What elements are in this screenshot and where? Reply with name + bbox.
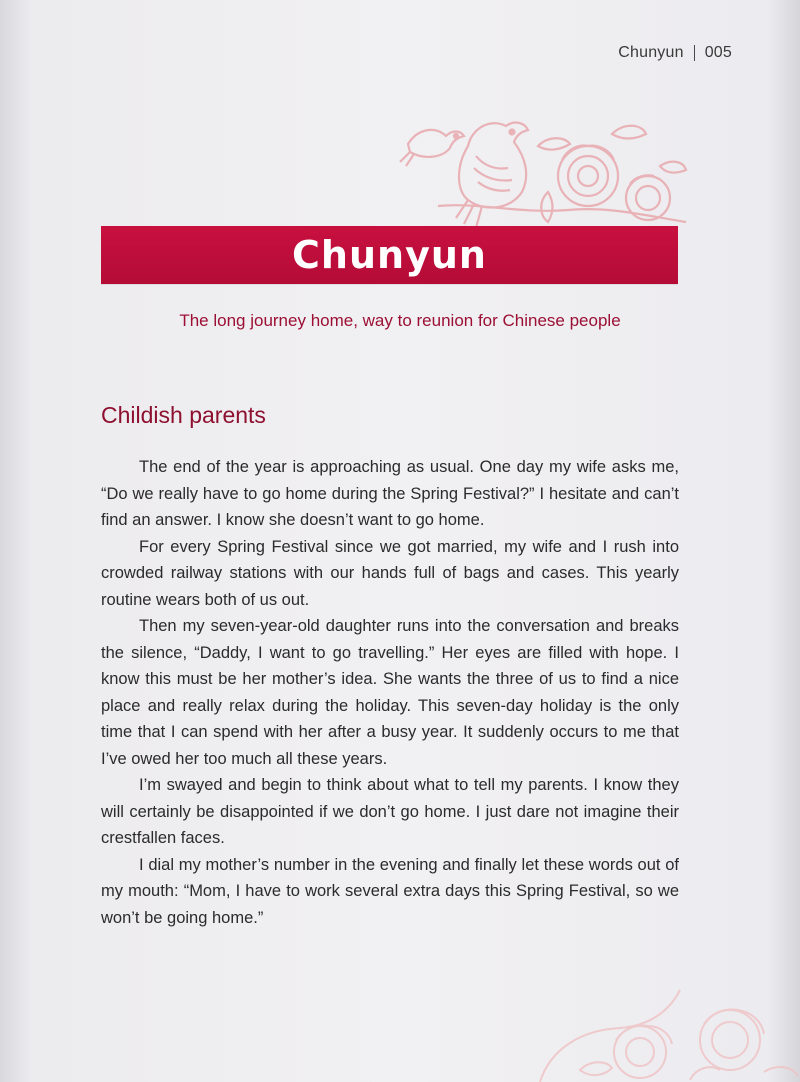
chapter-subtitle: The long journey home, way to reunion for Chinese people: [179, 311, 621, 330]
paragraph: The end of the year is approaching as usual. One day my wife asks me, “Do we really have to go home during the Spring Festival?” I hesitate and can’t find an answer. I know she doesn’t want to go home.: [101, 458, 679, 529]
chapter-title: Chunyun: [292, 233, 487, 277]
header-divider: [694, 45, 695, 61]
paragraph: I dial my mother’s number in the evening and finally let these words out of my mouth: “Mom, I have to work several extra days this Spring Festival, so we won’t be going home.”: [101, 855, 679, 927]
running-header: [618, 44, 732, 62]
chapter-title-banner: [101, 226, 678, 284]
paragraph: I’m swayed and begin to think about what to tell my parents. I know they will certainly be disappointed if we don’t go home. I just dare not imagine their crestfallen faces.: [101, 776, 679, 847]
header-chapter: Chunyun: [618, 44, 684, 61]
paragraph: Then my seven-year-old daughter runs into the conversation and breaks the silence, “Daddy, I want to go travelling.” Her eyes are filled with hope. I know this must be her mother’s idea. She wants the three of us to find a nice place and really relax during the holiday. This seven-day holiday is the only time that I can spend with her after a busy year. It suddenly occurs to me that I’ve owed her too much all these years.: [101, 617, 679, 768]
floral-papercut-icon: [520, 980, 800, 1082]
page-number: 005: [704, 44, 732, 61]
paragraph: For every Spring Festival since we got married, my wife and I rush into crowded railway stations with our hands full of bags and cases. This yearly routine wears both of us out.: [101, 537, 679, 609]
section-heading: Childish parents: [101, 402, 266, 428]
body-text: [101, 454, 679, 931]
bird-and-peony-papercut-icon: [398, 106, 688, 236]
